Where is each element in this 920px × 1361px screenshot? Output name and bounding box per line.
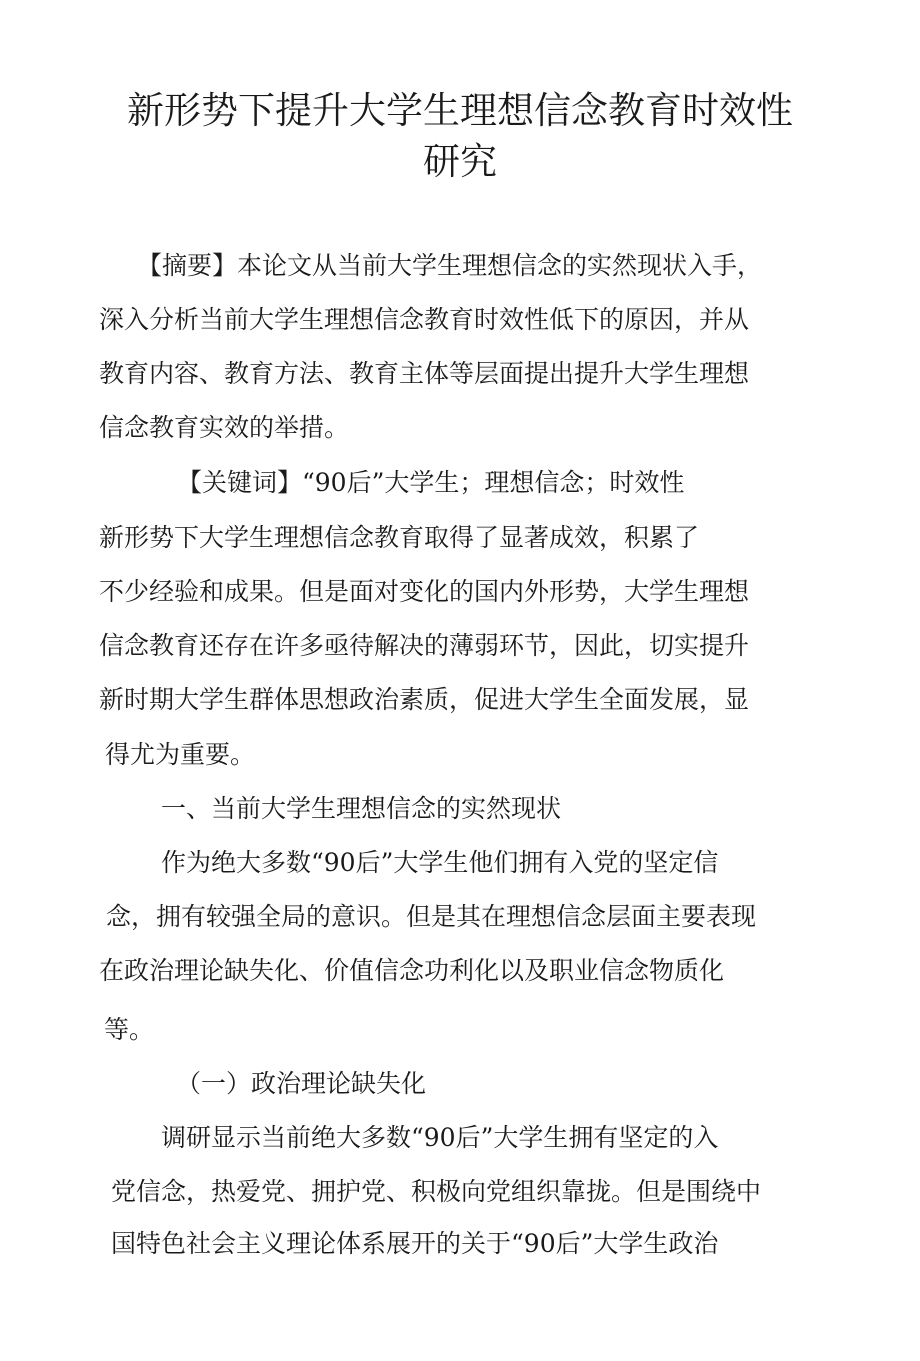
intro-line-2: 不少经验和成果。但是面对变化的国内外形势，大学生理想: [99, 577, 750, 606]
section-1-line-1: 作为绝大多数“90后”大学生他们拥有入党的坚定信: [161, 848, 719, 877]
subsection-1-line-1: 调研显示当前绝大多数“90后”大学生拥有坚定的入: [161, 1123, 719, 1152]
document-title-line-2: 研究: [423, 140, 497, 183]
section-1-line-2: 念，拥有较强全局的意识。但是其在理想信念层面主要表现: [106, 902, 757, 931]
subsection-1-line-3: 国特色社会主义理论体系展开的关于“90后”大学生政治: [111, 1229, 719, 1258]
abstract-line-4: 信念教育实效的举措。: [99, 413, 350, 442]
abstract-line-1: 【摘要】本论文从当前大学生理想信念的实然现状入手，: [137, 251, 763, 280]
intro-line-1: 新形势下大学生理想信念教育取得了显著成效，积累了: [99, 523, 700, 552]
section-1-heading: 一、当前大学生理想信念的实然现状: [161, 794, 562, 823]
keywords-line: 【关键词】“90后”大学生；理想信念；时效性: [177, 468, 685, 497]
intro-line-4: 新时期大学生群体思想政治素质，促进大学生全面发展，显: [99, 685, 750, 714]
intro-line-5: 得尤为重要。: [105, 740, 256, 769]
abstract-line-2: 深入分析当前大学生理想信念教育时效性低下的原因，并从: [99, 305, 750, 334]
abstract-line-3: 教育内容、教育方法、教育主体等层面提出提升大学生理想: [99, 359, 750, 388]
section-1-line-4: 等。: [104, 1015, 155, 1044]
subsection-1-line-2: 党信念，热爱党、拥护党、积极向党组织靠拢。但是围绕中: [111, 1177, 762, 1206]
document-title-line-1: 新形势下提升大学生理想信念教育时效性: [127, 89, 793, 132]
intro-line-3: 信念教育还存在许多亟待解决的薄弱环节，因此，切实提升: [99, 631, 750, 660]
subsection-1-heading: （一）政治理论缺失化: [176, 1069, 427, 1098]
section-1-line-3: 在政治理论缺失化、价值信念功利化以及职业信念物质化: [99, 956, 725, 985]
